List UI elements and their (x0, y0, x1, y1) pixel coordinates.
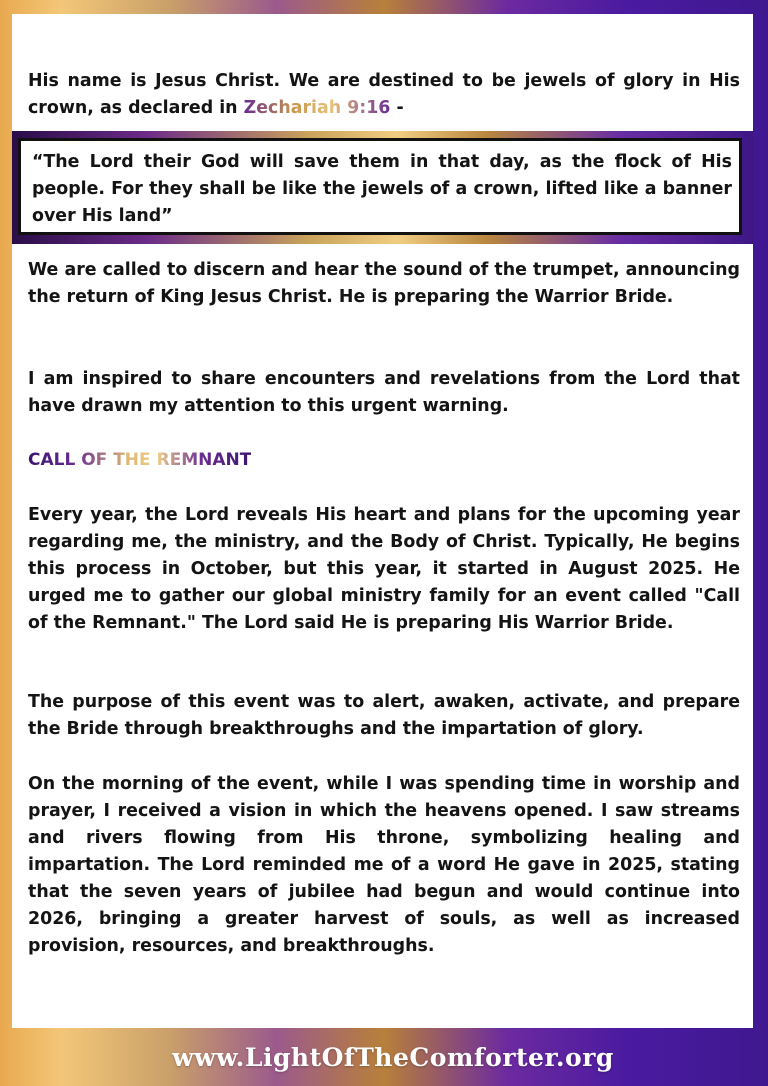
intro-text: His name is Jesus Christ. We are destined to be jewels of glory in His crown, as declared in (28, 71, 740, 118)
quote-banner (12, 131, 753, 244)
scripture-quote: “The Lord their God will save them in that day, as the flock of His people. For they shall be like the jewels of a crown, lifted like a banner over His land” (32, 152, 732, 226)
footer-banner (0, 1028, 768, 1086)
section-heading: CALL OF THE REMNANT (28, 447, 251, 473)
inspired-paragraph: I am inspired to share encounters and revelations from the Lord that have drawn my attention to this urgent warning. (28, 369, 740, 416)
intro-paragraph (28, 68, 740, 122)
quote-box (18, 138, 742, 235)
scripture-reference: Zechariah 9:16 (243, 98, 391, 118)
called-paragraph: We are called to discern and hear the sound of the trumpet, announcing the return of King Jesus Christ. He is preparing the Warrior Bride. (28, 260, 740, 307)
morning-paragraph: On the morning of the event, while I was spending time in worship and prayer, I received a vision in which the heavens opened. I saw streams and rivers flowing from His throne, symbolizing healing and impartation. The Lord reminded me of a word He gave in 2025, stating that the seven years of jubilee had begun and would continue into 2026, bringing a greater harvest of souls, as well as increased provision, resources, and breakthroughs. (28, 774, 740, 956)
purpose-paragraph: The purpose of this event was to alert, awaken, activate, and prepare the Bride through breakthroughs and the impartation of glory. (28, 692, 740, 739)
intro-suffix: - (390, 98, 404, 118)
website-link[interactable]: www.LightOfTheComforter.org (172, 1042, 614, 1072)
every-year-paragraph: Every year, the Lord reveals His heart and plans for the upcoming year regarding me, the ministry, and the Body of Christ. Typically, He begins this process in October, but this year, it started in August 2025. He urged me to gather our global ministry family for an event called "Call of the Remnant." The Lord said He is preparing His Warrior Bride. (28, 505, 740, 633)
